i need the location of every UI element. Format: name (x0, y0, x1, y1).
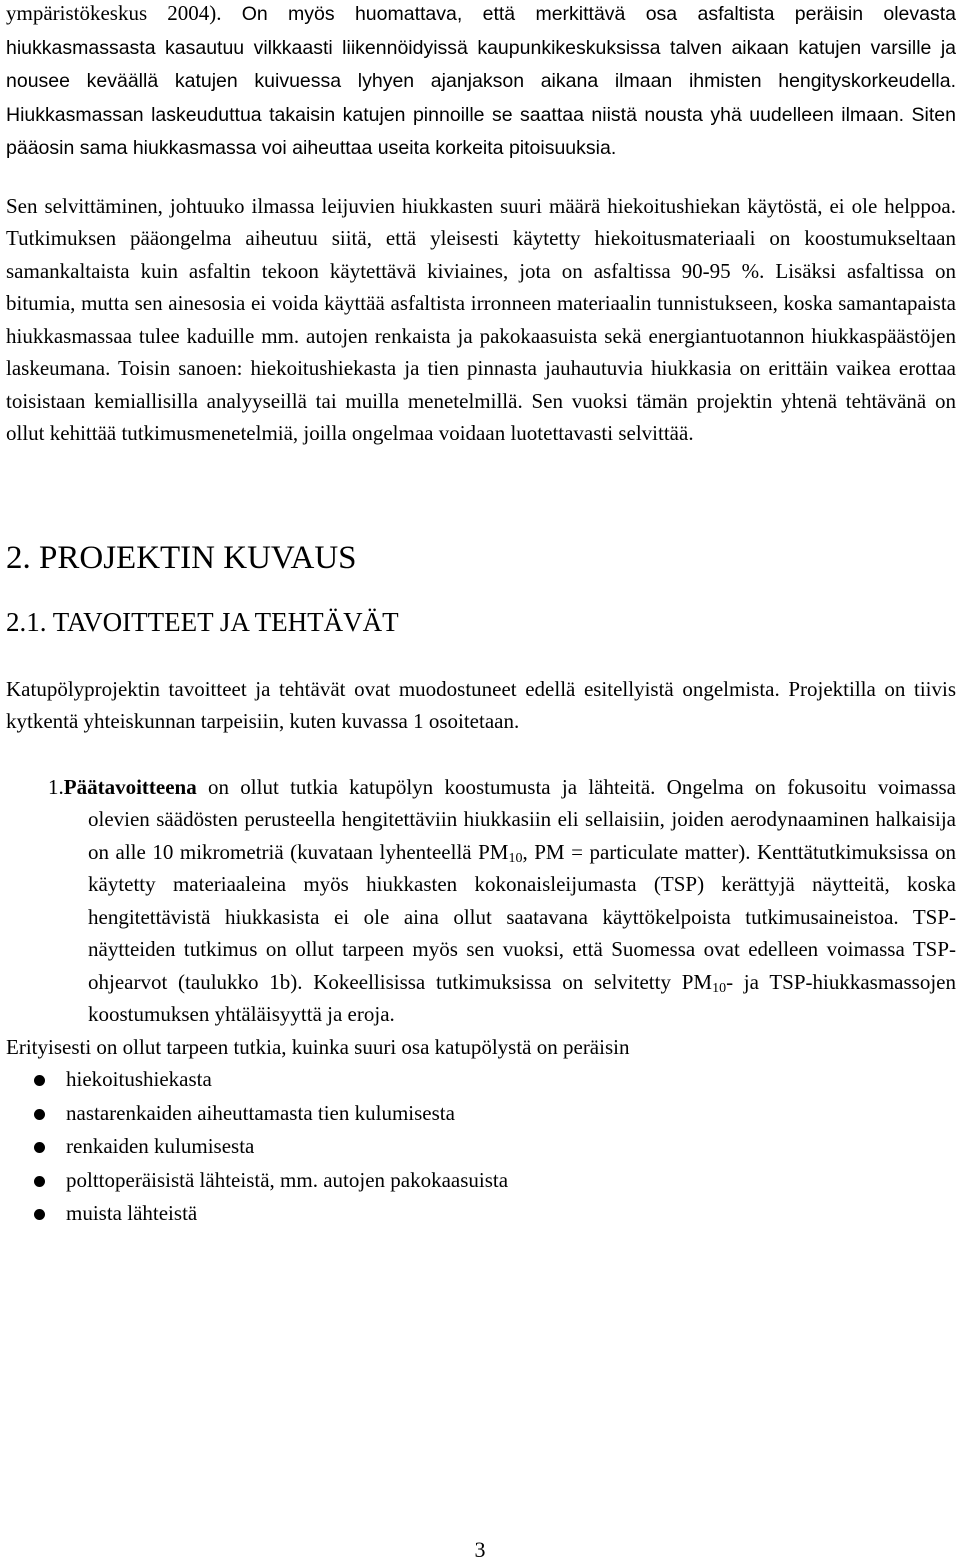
sources-list (6, 1063, 956, 1231)
goal-number: 1. (48, 774, 64, 799)
goal-text-1: on ollut tutkia katupölyn koostumusta ja lähteitä. Ongelma on fokusoitu voimassa olevien säädösten perusteella hengitettäviin hiukkasiin eli sellaisiin, joiden aerodynaaminen halkaisija on alle 10 mikrometriä (kuvataan lyhenteellä PM (88, 774, 956, 864)
goal-bold-term: Päätavoitteena (63, 774, 197, 799)
subsection-heading: 2.1. TAVOITTEET JA TEHTÄVÄT (6, 606, 399, 637)
paragraph-intro (6, 0, 956, 165)
paragraph-sources-intro: Erityisesti on ollut tarpeen tutkia, kuinka suuri osa katupölystä on peräisin (6, 1034, 630, 1059)
main-goal-item (6, 771, 956, 1031)
bullet-icon (34, 1109, 45, 1120)
goal-subscript-1: 10 (508, 850, 523, 866)
list-item: hiekoitushiekasta (6, 1063, 956, 1097)
paragraph-intro-part2: On myös huomattava, että merkittävä osa asfaltista peräisin olevasta hiukkasmassasta kasautuu vilkkaasti liikennöidyissä kaupunkikeskuksissa talven aikaan katujen varsille ja nousee keväällä katujen kuivuessa lyhyen ajanjakson aikana ilmaan ihmisten hengityskorkeudella. (6, 3, 956, 92)
list-item: nastarenkaiden aiheuttamasta tien kulumisesta (6, 1097, 956, 1131)
bullet-icon (34, 1209, 45, 1220)
goal-subscript-2: 10 (712, 980, 727, 996)
goal-text-3: - ja TSP-hiukkasmassojen koostumuksen yhtäläisyyttä ja eroja. (88, 969, 956, 1026)
paragraph-problem: Sen selvittäminen, johtuuko ilmassa leijuvien hiukkasten suuri määrä hiekoitushiekan käytöstä, ei ole helppoa. Tutkimuksen pääongelma aiheutuu siitä, että yleisesti käytetty hiekoitusmateriaali on koostumukseltaan samankaltaista kuin asfaltin tekoon käytettävä kiviaines, jota on asfaltissa 90-95 %. Lisäksi asfaltissa on bitumia, mutta sen ainesosia ei voida käyttää asfaltista irronneen materiaalin tunnistukseen, koska samantapaista hiukkasmassaa tulee kaduille mm. autojen renkaista ja pakokaasuista sekä energiantuotannon hiukkaspäästöjen laskeumana. Toisin sanoen: hiekoitushiekasta ja tien pinnasta jauhautuvia hiukkasia on erittäin vaikea erottaa toisistaan kemiallisilla analyyseillä tai muilla menetelmillä. Sen vuoksi tämän projektin yhtenä tehtävänä on ollut kehittää tutkimusmenetelmiä, joilla ongelmaa voidaan luotettavasti selvittää. (6, 193, 956, 445)
list-item: polttoperäisistä lähteistä, mm. autojen pakokaasuista (6, 1164, 956, 1198)
list-item: renkaiden kulumisesta (6, 1130, 956, 1164)
document-page (6, 0, 956, 1231)
bullet-icon (34, 1142, 45, 1153)
bullet-icon (34, 1075, 45, 1086)
list-item: muista lähteistä (6, 1197, 956, 1231)
page-number: 3 (474, 1537, 486, 1562)
section-heading: 2. PROJEKTIN KUVAUS (6, 539, 357, 576)
paragraph-goals: Katupölyprojektin tavoitteet ja tehtävät ovat muodostuneet edellä esitellyistä ongelmista. Projektilla on tiivis kytkentä yhteiskunnan tarpeisiin, kuten kuvassa 1 osoitetaan. (6, 676, 956, 733)
bullet-icon (34, 1176, 45, 1187)
goal-text-2: , PM = particulate matter). Kenttätutkimuksissa on käytetty materiaaleina myös hiukkasten kokonaisleijumasta (TSP) kerättyjä näytteitä, koska hengitettävistä hiukkasista ei ole aina ollut saatavana käyttökelpoista tutkimusaineistoa. TSP-näytteiden tutkimus on ollut tarpeen myös sen vuoksi, että Suomessa ovat edelleen voimassa TSP-ohjearvot (taulukko 1b). Kokeellisissa tutkimuksissa on selvitetty PM (88, 839, 956, 994)
paragraph-intro-part1: ympäristökeskus 2004). (6, 1, 242, 25)
paragraph-intro-part3: Hiukkasmassan laskeuduttua takaisin katujen pinnoille se saattaa niistä nousta yhä uudelleen ilmaan. Siten pääosin sama hiukkasmassa voi aiheuttaa useita korkeita pitoisuuksia. (6, 103, 956, 159)
